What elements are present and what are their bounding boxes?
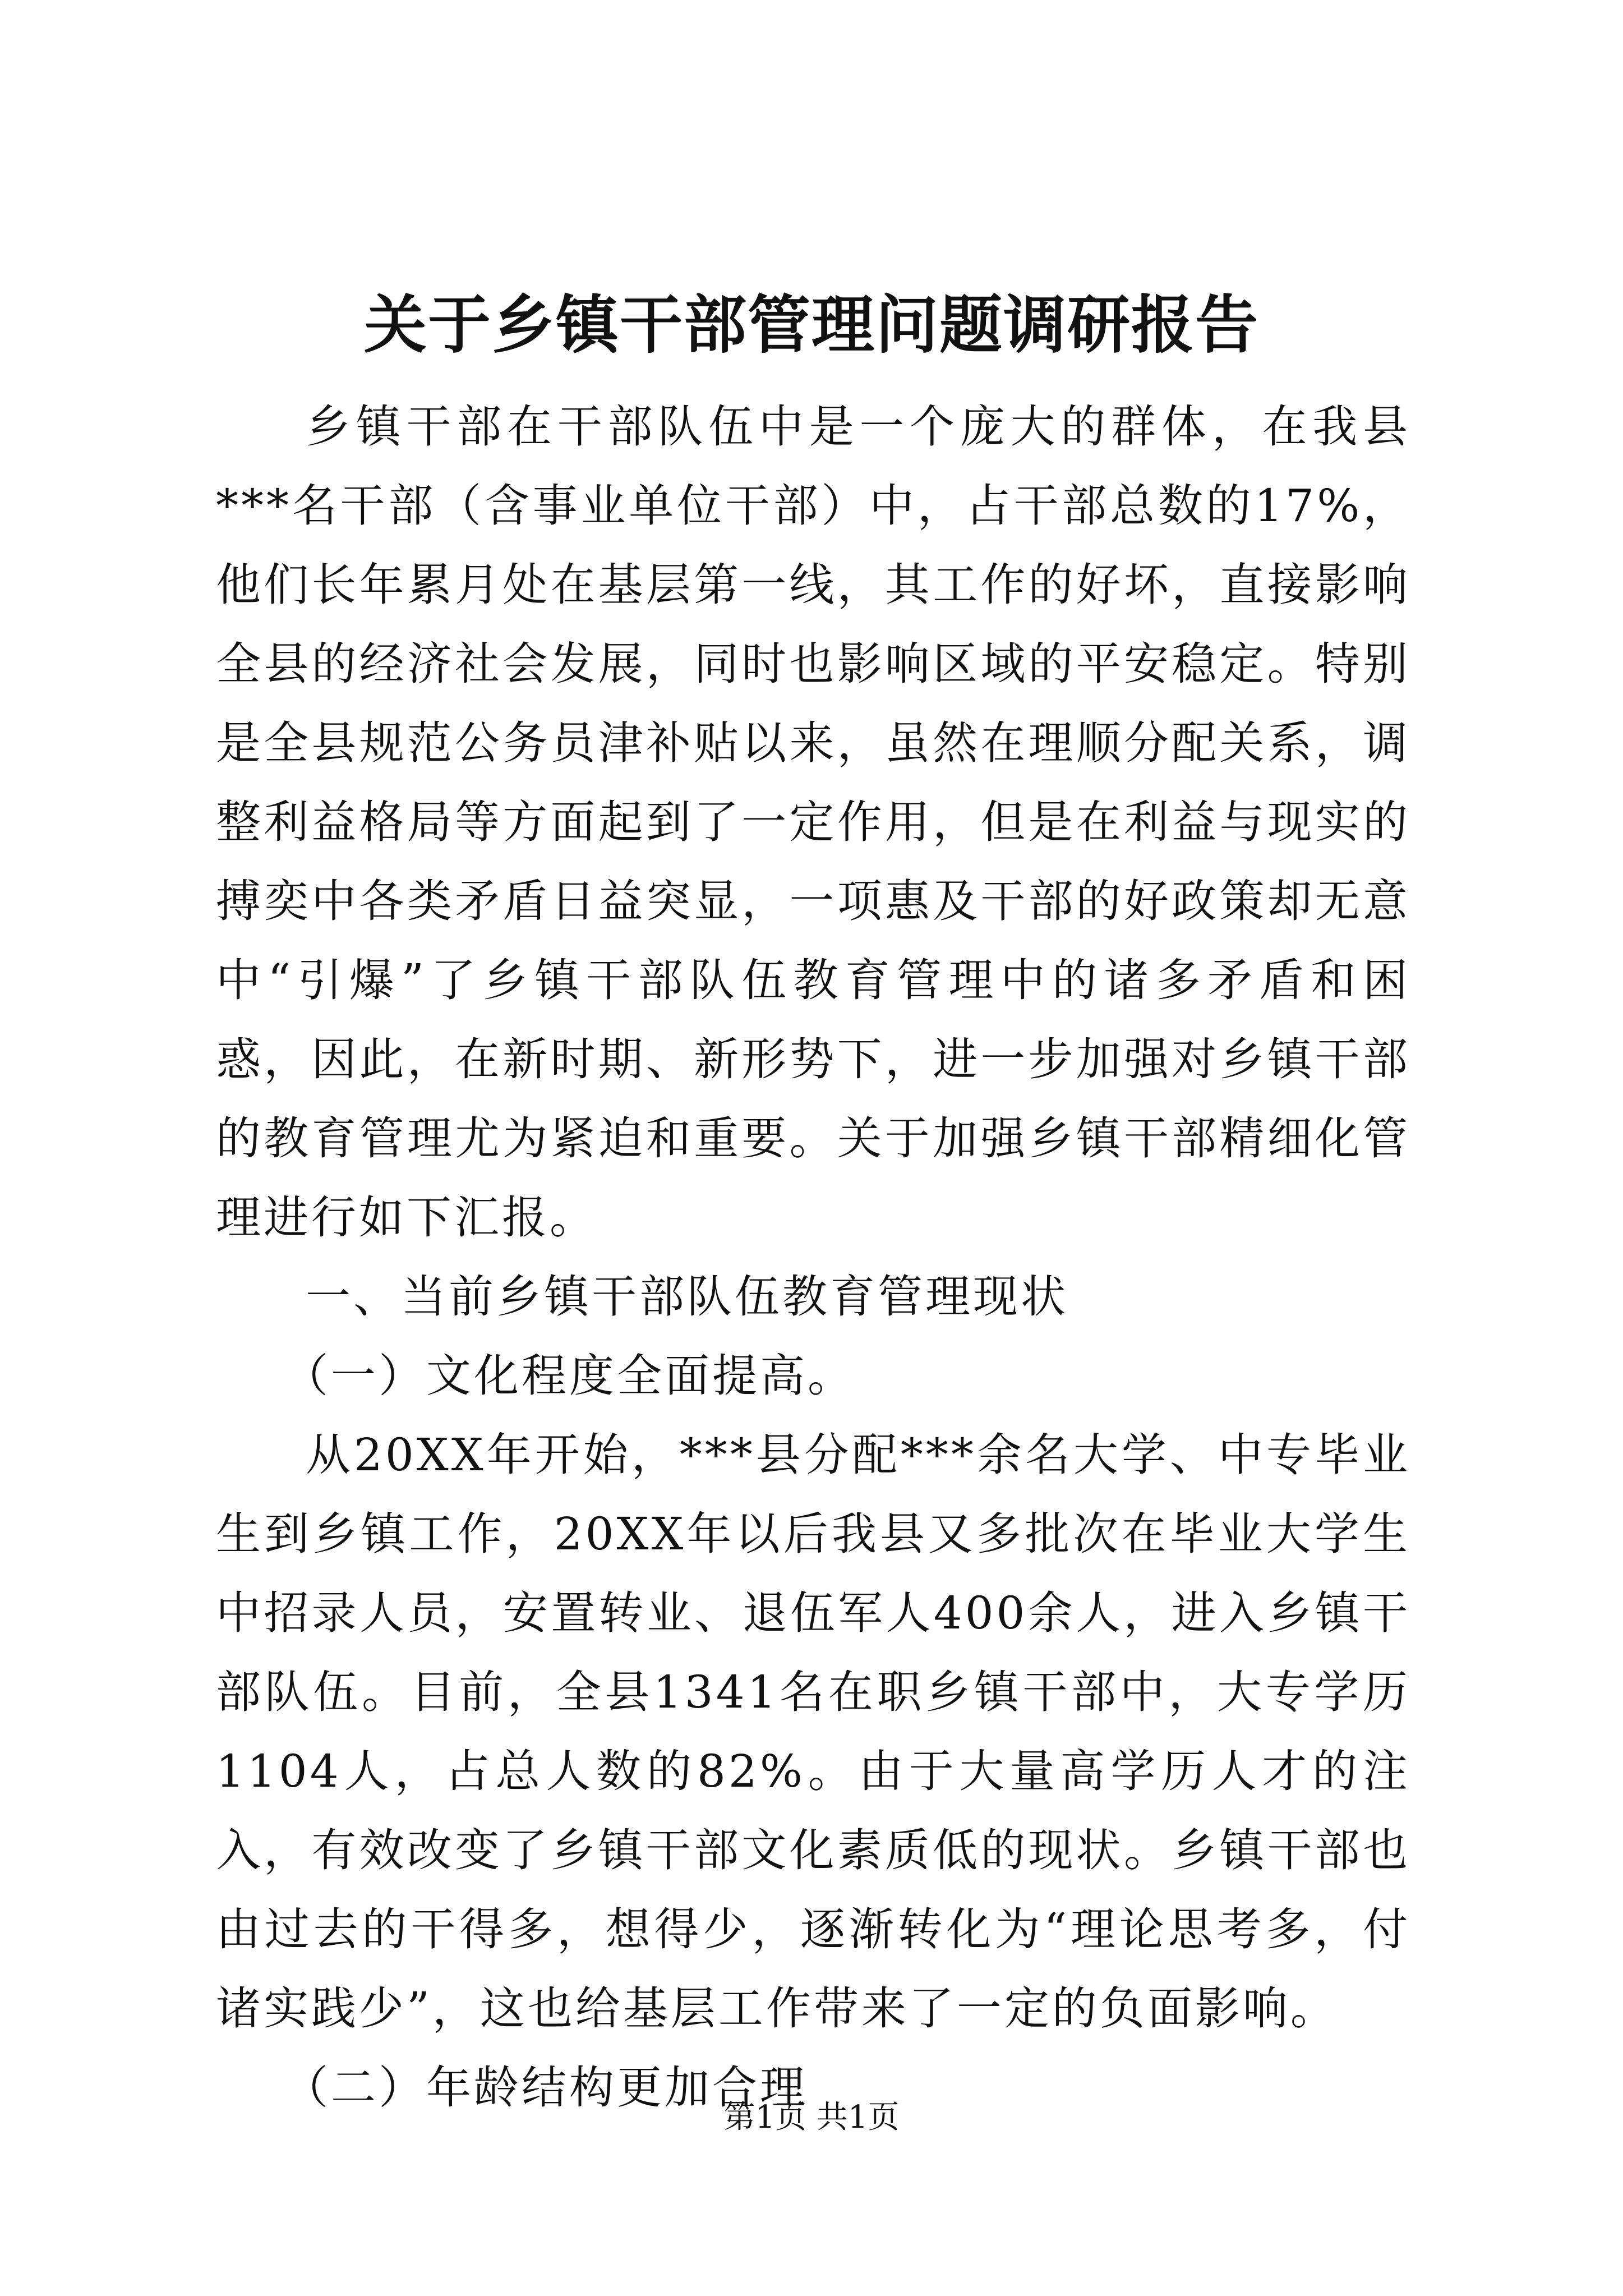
document-body <box>216 387 1410 2127</box>
subsection-heading-1: （一）文化程度全面提高。 <box>283 1350 855 1402</box>
section-heading-1: 一、当前乡镇干部队伍教育管理现状 <box>306 1271 1068 1323</box>
intro-paragraph: 乡镇干部在干部队伍中是一个庞大的群体，在我县***名干部（含事业单位干部）中，占干部总数的17%，他们长年累月处在基层第一线，其工作的好坏，直接影响全县的经济社会发展，同时也影响区域的平安稳定。特别是全县规范公务员津补贴以来，虽然在理顺分配关系，调整利益格局等方面起到了一定作用，但是在利益与现实的搏奕中各类矛盾日益突显，一项惠及干部的好政策却无意中“引爆”了乡镇干部队伍教育管理中的诸多矛盾和困惑，因此，在新时期、新形势下，进一步加强对乡镇干部的教育管理尤为紧迫和重要。关于加强乡镇干部精细化管理进行如下汇报。 <box>216 401 1410 1244</box>
education-paragraph: 从20XX年开始，***县分配***余名大学、中专毕业生到乡镇工作，20XX年以后我县又多批次在毕业大学生中招录人员，安置转业、退伍军人400余人，进入乡镇干部队伍。目前，全县1341名在职乡镇干部中，大专学历1104人，占总人数的82%。由于大量高学历人才的注入，有效改变了乡镇干部文化素质低的现状。乡镇干部也由过去的干得多，想得少，逐渐转化为“理论思考多，付诸实践少”，这也给基层工作带来了一定的负面影响。 <box>216 1429 1410 2035</box>
subsection-heading-2: （二）年龄结构更加合理 <box>283 2062 808 2114</box>
page-footer: 第1页 共1页 <box>723 2099 900 2136</box>
document-title: 关于乡镇干部管理问题调研报告 <box>364 288 1259 362</box>
